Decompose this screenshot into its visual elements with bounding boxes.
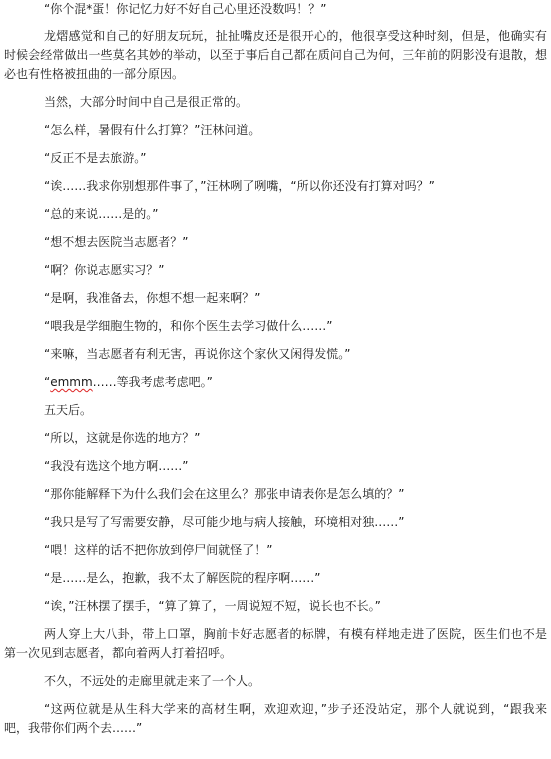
paragraph-11: “喂我是学细胞生物的，和你个医生去学习做什么……” bbox=[44, 319, 333, 333]
paragraph-8: “想不想去医院当志愿者？” bbox=[44, 235, 189, 249]
paragraph-3: 当然，大部分时间中自己是很正常的。 bbox=[44, 95, 249, 109]
paragraph-5: “反正不是去旅游。” bbox=[44, 151, 147, 165]
paragraph-18: “我只是写了写需要安静，尽可能少地与病人接触，环境相对独……” bbox=[44, 515, 405, 529]
paragraph-7: “总的来说……是的。” bbox=[44, 207, 159, 221]
paragraph-13: “emmm……等我考虑考虑吧。” bbox=[44, 375, 213, 389]
paragraph-14: 五天后。 bbox=[44, 403, 93, 417]
paragraph-16: “我没有选这个地方啊……” bbox=[44, 459, 189, 473]
paragraph-1: “你个混*蛋！你记忆力好不好自己心里还没数吗！？” bbox=[44, 2, 327, 16]
paragraph-17: “那你能解释下为什么我们会在这里么？那张申请表你是怎么填的？” bbox=[44, 487, 405, 501]
paragraph-15: “所以，这就是你选的地方？” bbox=[44, 431, 201, 445]
paragraph-9: “啊？你说志愿实习？” bbox=[44, 263, 165, 277]
spellcheck-flagged-word: emmm bbox=[50, 375, 93, 389]
paragraph-12: “来嘛，当志愿者有利无害，再说你这个家伙又闲得发慌。” bbox=[44, 347, 351, 361]
paragraph-2: 龙熠感觉和自己的好朋友玩玩，扯扯嘴皮还是很开心的，他很享受这种时刻，但是，他确实有时候会经常做出一些莫名其妙的举动，以至于事后自己都在质问自己为何，三年前的阴影没有退散，想必也有性格被扭曲的一部分原因。 bbox=[4, 29, 547, 81]
paragraph-20: “是……是么，抱歉，我不太了解医院的程序啊……” bbox=[44, 571, 321, 585]
paragraph-23: 不久，不远处的走廊里就走来了一个人。 bbox=[44, 674, 261, 688]
paragraph-24: “这两位就是从生科大学来的高材生啊，欢迎欢迎，”步子还没站定，那个人就说到，“跟我来吧，我带你们两个去……” bbox=[4, 702, 547, 735]
paragraph-19: “喂！这样的话不把你放到停尸间就怪了！” bbox=[44, 543, 273, 557]
paragraph-21: “诶，”汪林摆了摆手，“算了算了，一周说短不短，说长也不长。” bbox=[44, 599, 381, 613]
paragraph-6: “诶……我求你别想那件事了，”汪林咧了咧嘴，“所以你还没有打算对吗？” bbox=[44, 179, 435, 193]
paragraph-22: 两人穿上大八卦，带上口罩，胸前卡好志愿者的标牌，有模有样地走进了医院，医生们也不是第一次见到志愿者，都向着两人打着招呼。 bbox=[4, 627, 547, 660]
paragraph-10: “是啊，我准备去，你想不想一起来啊？” bbox=[44, 291, 261, 305]
paragraph-13-rest: ……等我考虑考虑吧。” bbox=[92, 375, 213, 389]
paragraph-4: “怎么样，暑假有什么打算？”汪林问道。 bbox=[44, 123, 261, 137]
